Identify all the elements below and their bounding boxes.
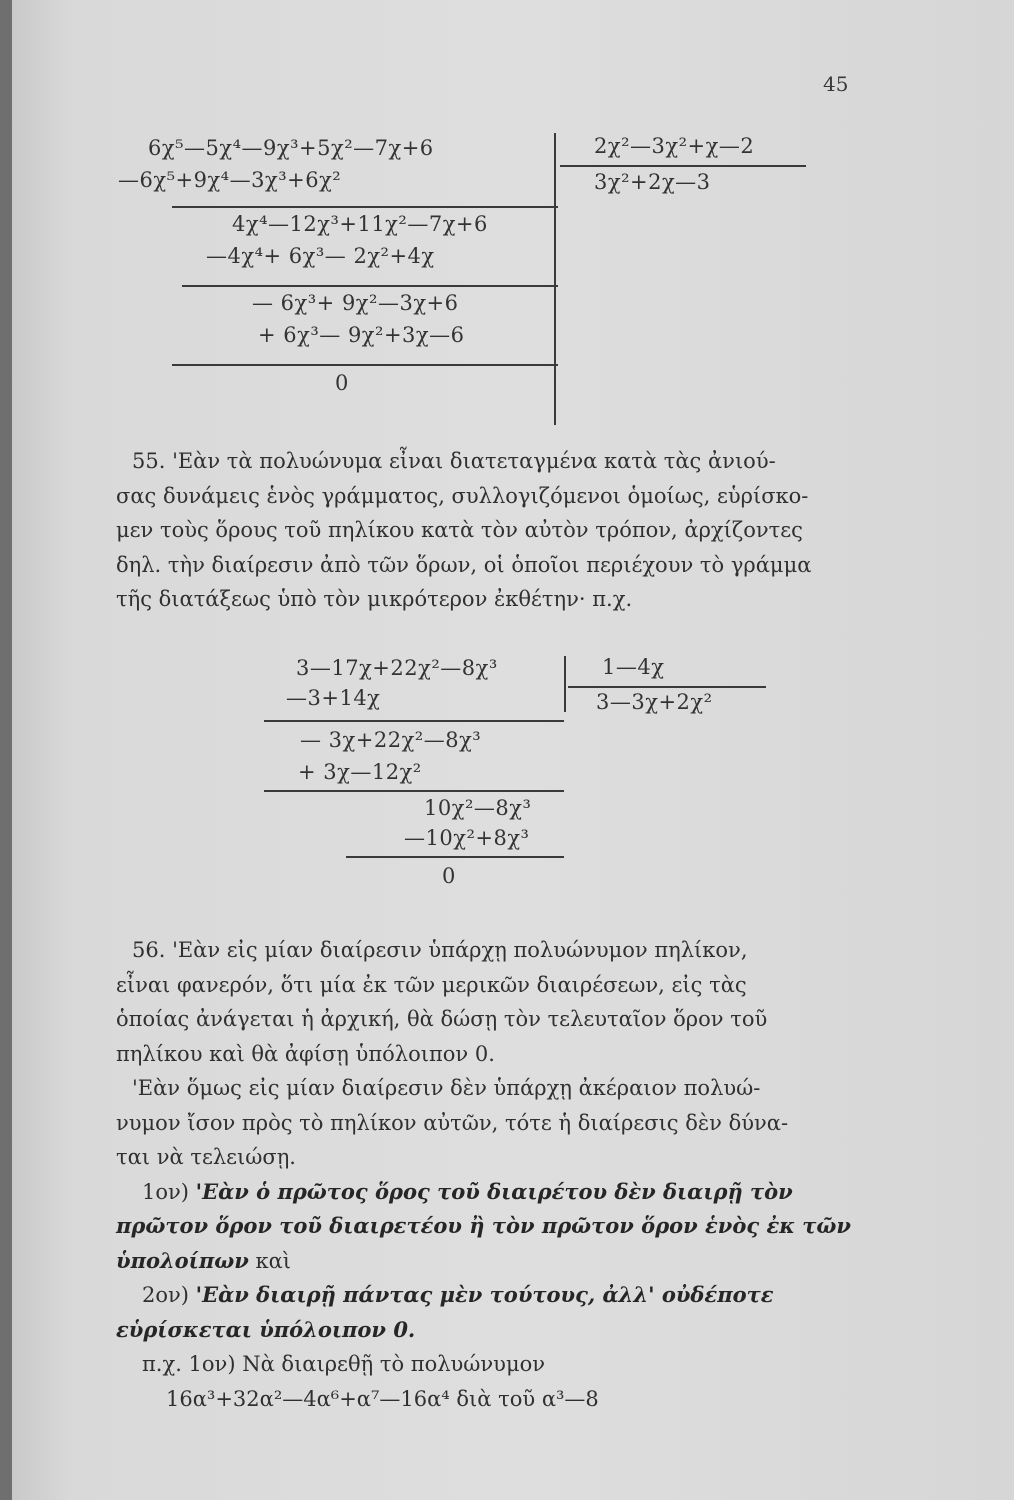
text-line: σας δυνάμεις ἑνὸς γράμματος, συλλογιζόμενοι ὁμοίως, εὑρίσκο-	[116, 483, 809, 508]
division-bar	[554, 133, 556, 425]
example-expression: 16α³+32α²—4α⁶+α⁷—16α⁴ διὰ τοῦ α³—8	[166, 1386, 599, 1411]
rule	[346, 856, 564, 858]
condition-2-prefix: 2ον)	[142, 1283, 189, 1307]
dividend: 3—17χ+22χ²—8χ³	[296, 656, 498, 680]
divisor: 1—4χ	[602, 655, 665, 679]
book-page	[12, 0, 1014, 1500]
text-line: 'Εὰν ὅμως εἰς μίαν διαίρεσιν δὲν ὑπάρχῃ ἀκέραιον πολυώ-	[132, 1076, 761, 1100]
condition-1-text: ὑπολοίπων	[116, 1247, 249, 1273]
rule	[264, 790, 564, 792]
subtraction-step: —4χ⁴+ 6χ³— 2χ²+4χ	[206, 244, 435, 268]
rule	[172, 364, 558, 366]
rule	[264, 720, 564, 722]
quotient: 3—3χ+2χ²	[596, 690, 713, 714]
divisor: 2χ²—3χ²+χ—2	[594, 134, 755, 158]
condition-1-line	[116, 1175, 868, 1210]
condition-2-text: εὑρίσκεται ὑπόλοιπον 0.	[116, 1316, 416, 1342]
example-label: π.χ. 1ον) Νὰ διαιρεθῇ τὸ πολυώνυμον	[142, 1352, 546, 1376]
condition-1-line	[116, 1244, 868, 1279]
rule	[560, 165, 806, 167]
rule	[182, 285, 558, 287]
text-line: μεν τοὺς ὅρους τοῦ πηλίκου κατὰ τὸν αὐτὸν τρόπον, ἀρχίζοντες	[116, 518, 803, 542]
remainder: — 3χ+22χ²—8χ³	[300, 728, 482, 752]
final-remainder: 0	[335, 371, 349, 395]
final-remainder: 0	[442, 864, 456, 888]
rule	[568, 686, 766, 688]
condition-1-tail: καὶ	[255, 1248, 292, 1273]
text-line: ὁποίας ἀνάγεται ἡ ἀρχική, θὰ δώσῃ τὸν τελευταῖον ὅρον τοῦ	[116, 1007, 768, 1031]
condition-1-text: πρῶτον ὅρον τοῦ διαιρετέου ἢ τὸν πρῶτον ὅρον ἑνὸς ἐκ τῶν	[116, 1213, 851, 1238]
section-55	[116, 444, 860, 617]
subtraction-step: —10χ²+8χ³	[404, 826, 530, 850]
text-line: ται νὰ τελειώσῃ.	[116, 1145, 296, 1169]
quotient: 3χ²+2χ—3	[594, 170, 711, 194]
text-line: πηλίκου καὶ θὰ ἀφίσῃ ὑπόλοιπον 0.	[116, 1041, 495, 1066]
condition-2-line	[116, 1278, 868, 1313]
subtraction-step: —6χ⁵+9χ⁴—3χ³+6χ²	[118, 168, 342, 192]
section-56	[116, 933, 868, 1416]
text-line: εἶναι φανερόν, ὅτι μία ἐκ τῶν μερικῶν διαιρέσεων, εἰς τὰς	[116, 972, 747, 997]
subtraction-step: + 6χ³— 9χ²+3χ—6	[258, 323, 465, 347]
subtraction-step: + 3χ—12χ²	[298, 760, 422, 784]
remainder: — 6χ³+ 9χ²—3χ+6	[252, 291, 459, 315]
text-line: δηλ. τὴν διαίρεσιν ἀπὸ τῶν ὅρων, οἱ ὁποῖοι περιέχουν τὸ γράμμα	[116, 552, 812, 577]
text-line: τῆς διατάξεως ὑπὸ τὸν μικρότερον ἐκθέτην· π.χ.	[116, 587, 633, 611]
condition-1-prefix: 1ον)	[142, 1179, 189, 1204]
condition-2-text: 'Εὰν διαιρῇ πάντας μὲν τούτους, ἀλλ' οὐδέποτε	[195, 1282, 774, 1307]
dividend: 6χ⁵—5χ⁴—9χ³+5χ²—7χ+6	[148, 136, 434, 160]
text-line: νυμον ἴσον πρὸς τὸ πηλίκον αὐτῶν, τότε ἡ διαίρεσις δὲν δύνα-	[116, 1110, 789, 1135]
rule	[172, 206, 558, 208]
condition-1-text: 'Εὰν ὁ πρῶτος ὅρος τοῦ διαιρέτου δὲν διαιρῇ τὸν	[195, 1178, 793, 1204]
subtraction-step: —3+14χ	[286, 686, 381, 710]
remainder: 4χ⁴—12χ³+11χ²—7χ+6	[232, 212, 488, 236]
remainder: 10χ²—8χ³	[424, 796, 532, 820]
text-line: 55. 'Εὰν τὰ πολυώνυμα εἶναι διατεταγμένα κατὰ τὰς ἀνιού-	[132, 449, 776, 473]
text-line: 56. 'Εὰν εἰς μίαν διαίρεσιν ὑπάρχῃ πολυώνυμον πηλίκον,	[132, 938, 748, 962]
division-bar	[564, 656, 566, 712]
page-number: 45	[823, 72, 849, 96]
